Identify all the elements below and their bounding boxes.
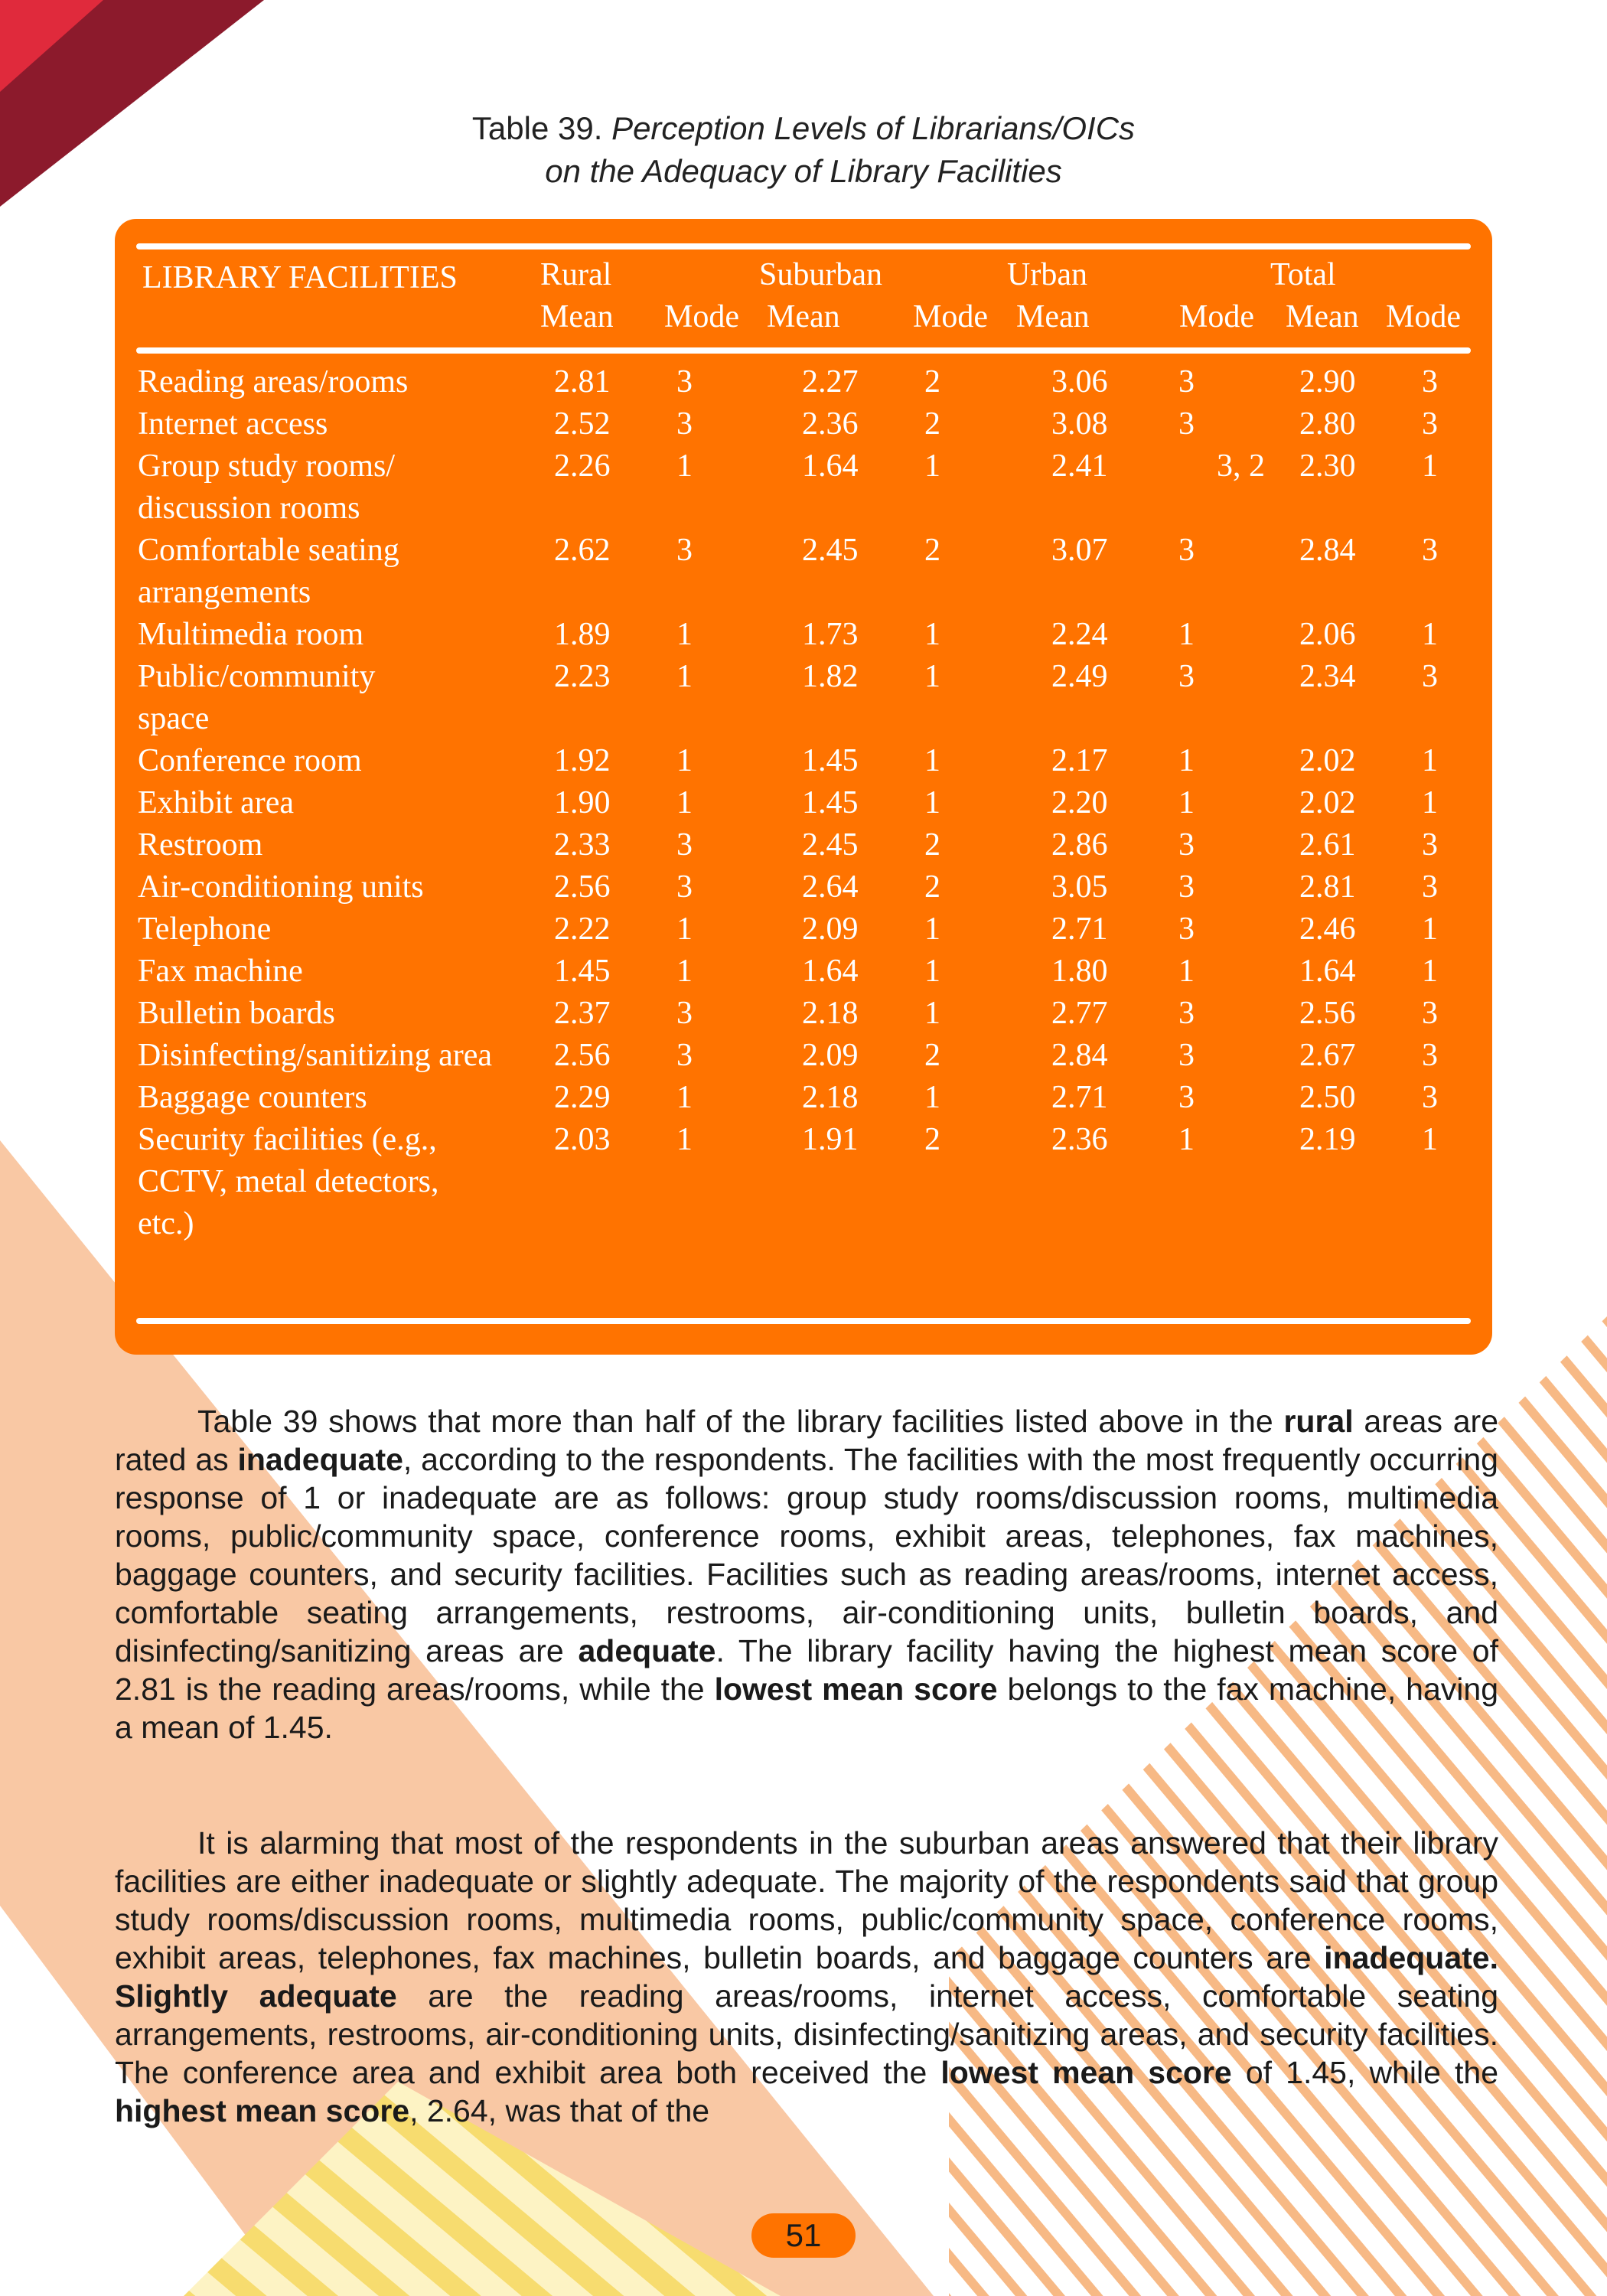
urban-mean: 2.17: [1051, 743, 1108, 778]
text-span: Table 39 shows that more than half of the library facilities listed above in the: [197, 1404, 1284, 1439]
table-row: [115, 361, 1492, 403]
table-row: [115, 614, 1492, 656]
urban-mode: 3: [1178, 1080, 1195, 1115]
bold-text: highest mean score: [115, 2093, 410, 2128]
urban-mode: 3: [1178, 827, 1195, 863]
total-mode: 1: [1422, 617, 1438, 652]
rural-mean: 2.56: [554, 869, 611, 905]
bold-text: inadequate: [237, 1442, 403, 1477]
rural-mode: 1: [676, 954, 693, 989]
urban-mode: 3: [1178, 912, 1195, 947]
urban-mean: 2.71: [1051, 1080, 1108, 1115]
suburban-mean: 2.18: [802, 996, 859, 1031]
table-row: [115, 951, 1492, 993]
suburban-mode: 2: [924, 364, 940, 400]
rural-mean: 2.62: [554, 533, 611, 568]
rural-mode: 3: [676, 406, 693, 442]
table-row: [115, 782, 1492, 824]
bold-text: inadequate. Slightly adequate: [115, 1940, 1498, 2014]
urban-mean: 2.24: [1051, 617, 1108, 652]
rural-mean: 2.23: [554, 659, 611, 694]
page-number: 51: [751, 2213, 856, 2258]
urban-mode: 3: [1178, 406, 1195, 442]
rural-mode: 1: [676, 1080, 693, 1115]
table-rule-header: [136, 347, 1471, 354]
table-row: [115, 403, 1492, 445]
urban-mode: 1: [1178, 785, 1195, 820]
header-total-mean: Mean: [1286, 299, 1359, 334]
total-mean: 2.30: [1299, 448, 1356, 484]
suburban-mean: 2.45: [802, 533, 859, 568]
suburban-mean: 2.09: [802, 912, 859, 947]
rural-mean: 2.03: [554, 1122, 611, 1157]
suburban-mean: 2.45: [802, 827, 859, 863]
caption-label: Table 39.: [471, 110, 603, 146]
urban-mean: 3.08: [1051, 406, 1108, 442]
facility-name: Disinfecting/sanitizing area: [138, 1038, 493, 1073]
total-mean: 1.64: [1299, 954, 1356, 989]
facility-name: Exhibit area: [138, 785, 295, 820]
facility-name: Security facilities (e.g., CCTV, metal detectors, etc.): [138, 1122, 439, 1241]
total-mode: 3: [1422, 827, 1438, 863]
suburban-mode: 1: [924, 1080, 940, 1115]
header-rural-mean: Mean: [540, 299, 614, 334]
suburban-mode: 1: [924, 785, 940, 820]
rural-mean: 2.56: [554, 1038, 611, 1073]
suburban-mean: 1.45: [802, 743, 859, 778]
urban-mode: 1: [1178, 1122, 1195, 1157]
table-row: [115, 656, 1492, 740]
text-span: belongs to the fax machine, having a mean of 1.45.: [115, 1671, 1499, 1745]
rural-mode: 1: [676, 785, 693, 820]
urban-mode: 3: [1178, 659, 1195, 694]
rural-mean: 1.45: [554, 954, 611, 989]
total-mode: 3: [1422, 1080, 1438, 1115]
total-mean: 2.90: [1299, 364, 1356, 400]
urban-mode: 3: [1178, 869, 1195, 905]
caption-line-1: [115, 107, 1492, 150]
rural-mode: 1: [676, 659, 693, 694]
total-mode: 3: [1422, 869, 1438, 905]
total-mode: 3: [1422, 533, 1438, 568]
rural-mean: 2.81: [554, 364, 611, 400]
total-mean: 2.80: [1299, 406, 1356, 442]
total-mode: 1: [1422, 785, 1438, 820]
rural-mode: 3: [676, 827, 693, 863]
suburban-mean: 1.45: [802, 785, 859, 820]
table-row: [115, 1035, 1492, 1077]
suburban-mode: 2: [924, 1122, 940, 1157]
total-mean: 2.06: [1299, 617, 1356, 652]
header-suburban: Suburban: [759, 257, 882, 292]
urban-mean: 2.84: [1051, 1038, 1108, 1073]
text-span: , 2.64, was that of the: [409, 2093, 710, 2128]
total-mean: 2.02: [1299, 743, 1356, 778]
bold-text: adequate: [578, 1633, 716, 1668]
suburban-mode: 2: [924, 406, 940, 442]
caption-title-line-2: on the Adequacy of Library Facilities: [545, 153, 1062, 189]
suburban-mean: 1.64: [802, 954, 859, 989]
rural-mean: 1.92: [554, 743, 611, 778]
urban-mean: 2.86: [1051, 827, 1108, 863]
rural-mean: 2.22: [554, 912, 611, 947]
table-row: [115, 1119, 1492, 1245]
rural-mode: 1: [676, 617, 693, 652]
total-mode: 1: [1422, 743, 1438, 778]
rural-mean: 2.33: [554, 827, 611, 863]
suburban-mode: 1: [924, 996, 940, 1031]
rural-mode: 1: [676, 1122, 693, 1157]
header-rural: Rural: [540, 257, 612, 292]
table-row: [115, 530, 1492, 614]
caption-title-line-1: Perception Levels of Librarians/OICs: [611, 110, 1136, 146]
header-urban: Urban: [1007, 257, 1087, 292]
total-mean: 2.46: [1299, 912, 1356, 947]
bold-text: rural: [1283, 1404, 1354, 1439]
total-mean: 2.56: [1299, 996, 1356, 1031]
urban-mode: 3: [1178, 364, 1195, 400]
urban-mean: 2.36: [1051, 1122, 1108, 1157]
text-span: It is alarming that most of the respondents in the suburban areas answered that their library facilities are either inadequate or slightly adequate. The majority of the respondents said that group study rooms/discussion rooms, multimedia rooms, public/community space, conference rooms, exhibit areas, telephones, fax machines, bulletin boards, and baggage counters are: [115, 1825, 1498, 1975]
facilities-table: [115, 219, 1492, 1355]
facility-name: Conference room: [138, 743, 362, 778]
suburban-mode: 2: [924, 1038, 940, 1073]
suburban-mean: 2.09: [802, 1038, 859, 1073]
suburban-mean: 1.64: [802, 448, 859, 484]
total-mode: 1: [1422, 954, 1438, 989]
rural-mean: 2.29: [554, 1080, 611, 1115]
table-row: [115, 908, 1492, 951]
table-row: [115, 993, 1492, 1035]
total-mean: 2.02: [1299, 785, 1356, 820]
urban-mean: 2.20: [1051, 785, 1108, 820]
urban-mode: 1: [1178, 617, 1195, 652]
table-rule-top: [136, 243, 1471, 249]
suburban-mode: 2: [924, 533, 940, 568]
facility-name: Reading areas/rooms: [138, 364, 409, 400]
rural-mode: 1: [676, 912, 693, 947]
facility-name: Restroom: [138, 827, 263, 863]
header-rural-mode: Mode: [664, 299, 739, 334]
table-caption: [115, 107, 1492, 193]
table-rule-bottom: [136, 1318, 1471, 1324]
facility-name: Multimedia room: [138, 617, 364, 652]
total-mode: 1: [1422, 1122, 1438, 1157]
rural-mode: 1: [676, 743, 693, 778]
text-span: are the reading areas/rooms, internet access, comfortable seating arrangements, restrooms, air-conditioning units, disinfecting/sanitizing areas, and security facilities. The conference area and exhibit area both received the: [115, 1978, 1498, 2090]
total-mean: 2.34: [1299, 659, 1356, 694]
rural-mean: 2.52: [554, 406, 611, 442]
facility-name: Comfortable seating arrangements: [138, 533, 399, 610]
total-mode: 3: [1422, 1038, 1438, 1073]
suburban-mode: 1: [924, 448, 940, 484]
urban-mode: 1: [1178, 743, 1195, 778]
rural-mode: 3: [676, 1038, 693, 1073]
total-mean: 2.84: [1299, 533, 1356, 568]
table-row: [115, 1077, 1492, 1119]
header-urban-mode: Mode: [1179, 299, 1254, 334]
bold-text: lowest mean score: [714, 1671, 998, 1707]
facility-name: Telephone: [138, 912, 272, 947]
rural-mean: 2.37: [554, 996, 611, 1031]
bold-text: lowest mean score: [940, 2055, 1232, 2090]
total-mean: 2.61: [1299, 827, 1356, 863]
paragraph-rural: [115, 1402, 1498, 1746]
suburban-mean: 1.73: [802, 617, 859, 652]
facility-name: Fax machine: [138, 954, 303, 989]
header-suburban-mean: Mean: [767, 299, 840, 334]
table-row: [115, 740, 1492, 782]
urban-mean: 2.71: [1051, 912, 1108, 947]
total-mean: 2.50: [1299, 1080, 1356, 1115]
rural-mode: 3: [676, 996, 693, 1031]
urban-mean: 2.41: [1051, 448, 1108, 484]
urban-mean: 3.06: [1051, 364, 1108, 400]
facility-name: Air-conditioning units: [138, 869, 424, 905]
rural-mode: 3: [676, 533, 693, 568]
urban-mode: 1: [1178, 954, 1195, 989]
urban-mode: 3: [1178, 996, 1195, 1031]
table-row: [115, 445, 1492, 530]
total-mode: 3: [1422, 996, 1438, 1031]
rural-mean: 1.90: [554, 785, 611, 820]
facility-name: Bulletin boards: [138, 996, 335, 1031]
text-span: . The library facility having the highest mean score of 2.81 is the reading areas/rooms, while the: [115, 1633, 1498, 1707]
total-mean: 2.19: [1299, 1122, 1356, 1157]
suburban-mean: 2.36: [802, 406, 859, 442]
urban-mode: 3: [1178, 533, 1195, 568]
suburban-mean: 1.91: [802, 1122, 859, 1157]
total-mean: 2.81: [1299, 869, 1356, 905]
suburban-mode: 1: [924, 659, 940, 694]
urban-mode: 3: [1178, 1038, 1195, 1073]
header-total-mode: Mode: [1386, 299, 1461, 334]
urban-mean: 2.77: [1051, 996, 1108, 1031]
suburban-mode: 1: [924, 912, 940, 947]
suburban-mode: 2: [924, 869, 940, 905]
table-row: [115, 824, 1492, 866]
suburban-mean: 2.64: [802, 869, 859, 905]
total-mode: 1: [1422, 448, 1438, 484]
urban-mode: 3, 2: [1217, 448, 1265, 484]
urban-mean: 3.07: [1051, 533, 1108, 568]
paragraph-suburban: [115, 1824, 1498, 2130]
suburban-mean: 1.82: [802, 659, 859, 694]
facility-name: Internet access: [138, 406, 328, 442]
text-span: areas are rated as: [115, 1404, 1499, 1477]
suburban-mode: 1: [924, 954, 940, 989]
suburban-mode: 1: [924, 743, 940, 778]
header-urban-mean: Mean: [1016, 299, 1090, 334]
urban-mean: 2.49: [1051, 659, 1108, 694]
table-row: [115, 866, 1492, 908]
rural-mode: 3: [676, 869, 693, 905]
urban-mean: 3.05: [1051, 869, 1108, 905]
rural-mode: 3: [676, 364, 693, 400]
total-mode: 1: [1422, 912, 1438, 947]
suburban-mean: 2.18: [802, 1080, 859, 1115]
text-span: of 1.45, while the: [1231, 2055, 1498, 2090]
facility-name: Public/community space: [138, 659, 376, 736]
text-span: , according to the respondents. The facilities with the most frequently occurring response of 1 or inadequate are as follows: group study rooms/discussion rooms, multimedia rooms, public/community space, conference rooms, exhibit areas, telephones, fax machines, baggage counters, and security facilities. Facilities such as reading areas/rooms, internet access, comfortable seating arrangements, restrooms, air-conditioning units, bulletin boards, and disinfecting/sanitizing areas are: [115, 1442, 1498, 1668]
suburban-mode: 2: [924, 827, 940, 863]
rural-mean: 1.89: [554, 617, 611, 652]
total-mean: 2.67: [1299, 1038, 1356, 1073]
header-library-facilities: LIBRARY FACILITIES: [142, 260, 458, 295]
facility-name: Baggage counters: [138, 1080, 367, 1115]
rural-mean: 2.26: [554, 448, 611, 484]
total-mode: 3: [1422, 659, 1438, 694]
header-total: Total: [1270, 257, 1336, 292]
rural-mode: 1: [676, 448, 693, 484]
table-body: [115, 361, 1492, 1245]
suburban-mode: 1: [924, 617, 940, 652]
suburban-mean: 2.27: [802, 364, 859, 400]
header-suburban-mode: Mode: [913, 299, 988, 334]
urban-mean: 1.80: [1051, 954, 1108, 989]
facility-name: Group study rooms/ discussion rooms: [138, 448, 395, 526]
total-mode: 3: [1422, 364, 1438, 400]
total-mode: 3: [1422, 406, 1438, 442]
